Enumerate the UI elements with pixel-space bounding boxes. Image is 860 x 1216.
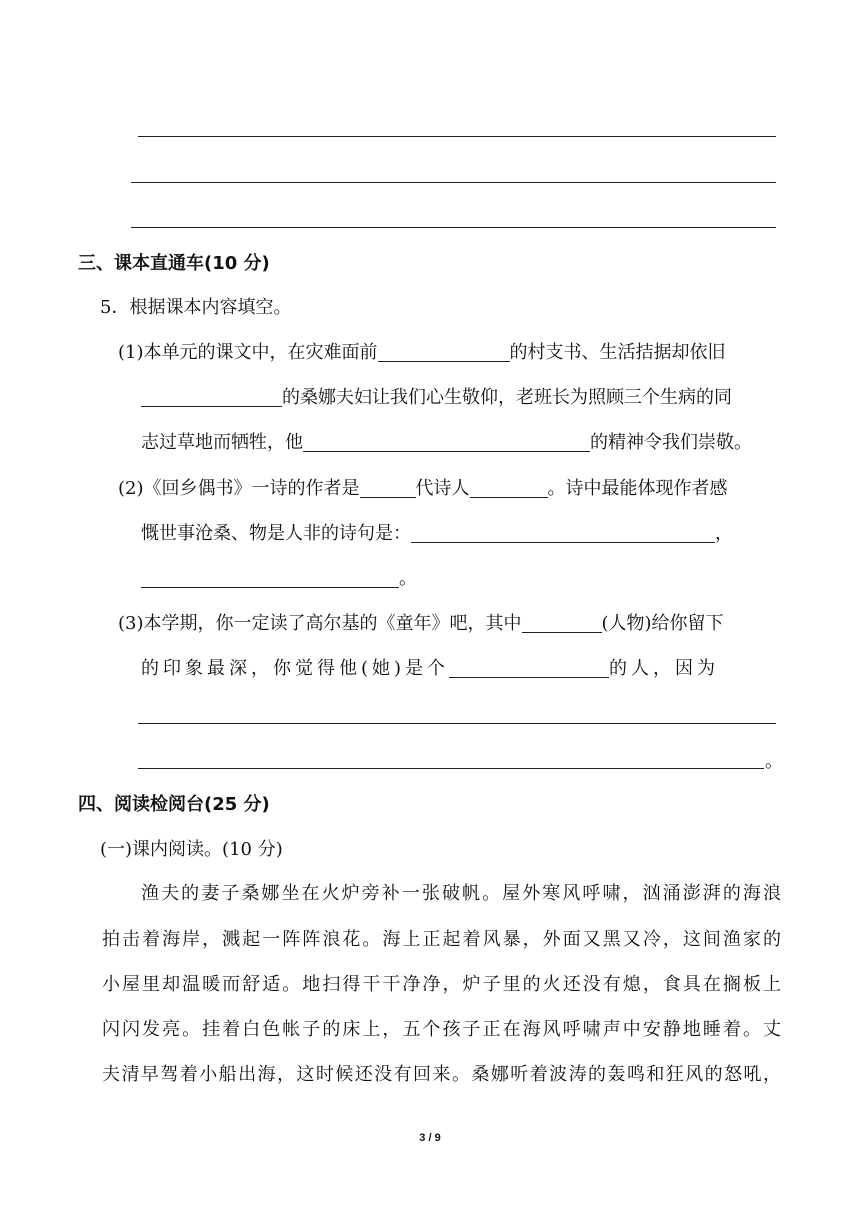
- question-line: [118, 341, 726, 365]
- passage-line: 夫清早驾着小船出海，这时候还没有回来。桑娜听着波涛的轰鸣和狂风的怒吼，: [102, 1064, 781, 1085]
- question-line: [118, 612, 724, 636]
- subsection-title: (一)课内阅读。(10 分): [100, 839, 283, 860]
- passage-line: 小屋里却温暖而舒适。地扫得干干净净，炉子里的火还没有熄，食具在搁板上: [102, 974, 781, 995]
- question-text: (人物)给你留下: [601, 613, 724, 634]
- section-title: 三、课本直通车(10 分): [78, 253, 270, 274]
- answer-line[interactable]: [138, 768, 764, 769]
- question-text: 。诗中最能体现作者感: [547, 478, 728, 499]
- passage-line: 渔夫的妻子桑娜坐在火炉旁补一张破帆。屋外寒风呼啸，汹涌澎湃的海浪: [141, 883, 781, 904]
- fill-blank[interactable]: [449, 657, 609, 678]
- question-text: 慨世事沧桑、物是人非的诗句是：: [141, 523, 411, 544]
- question-text: (2)《回乡偶书》一诗的作者是: [118, 478, 360, 499]
- question-text: 的印象最深，你觉得他(她)是个: [141, 658, 450, 679]
- fill-blank[interactable]: [303, 431, 590, 452]
- question-line: [141, 386, 732, 410]
- question-line: [141, 522, 733, 546]
- question-text: (3)本学期，你一定读了高尔基的《童年》吧，其中: [118, 613, 522, 634]
- question-line: [141, 567, 417, 591]
- question-text: 的村支书、生活拮据却依旧: [509, 342, 726, 363]
- fill-blank[interactable]: [411, 522, 715, 543]
- answer-line[interactable]: [138, 136, 776, 137]
- answer-line[interactable]: [138, 723, 776, 724]
- question-line: [118, 477, 728, 501]
- question-text: 志过草地而牺牲，他: [141, 432, 303, 453]
- question-text: 。: [399, 568, 417, 589]
- question-line: [141, 657, 719, 681]
- question-text: 的人，因为: [609, 658, 720, 679]
- answer-line[interactable]: [131, 227, 776, 228]
- question-text: 的精神令我们崇敬。: [590, 432, 752, 453]
- passage-line: 闪闪发亮。挂着白色帐子的床上，五个孩子正在海风呼啸声中安静地睡着。丈: [102, 1019, 781, 1040]
- question-text: 的桑娜夫妇让我们心生敬仰，老班长为照顾三个生病的同: [282, 387, 732, 408]
- answer-line[interactable]: [131, 182, 776, 183]
- fill-blank[interactable]: [360, 477, 416, 498]
- question-text: 。: [765, 751, 783, 772]
- question-line: [141, 431, 752, 455]
- fill-blank[interactable]: [141, 567, 399, 588]
- fill-blank[interactable]: [522, 612, 602, 633]
- passage-line: 拍击着海岸，溅起一阵阵浪花。海上正起着风暴，外面又黑又冷，这间渔家的: [102, 929, 781, 950]
- fill-blank[interactable]: [470, 477, 548, 498]
- question-prompt: 5．根据课本内容填空。: [100, 297, 292, 318]
- question-text: ，: [715, 523, 733, 544]
- fill-blank[interactable]: [378, 341, 510, 362]
- page-number: 3 / 9: [419, 1132, 441, 1144]
- question-text: 代诗人: [415, 478, 470, 499]
- question-text: (1)本单元的课文中，在灾难面前: [118, 342, 378, 363]
- fill-blank[interactable]: [141, 386, 282, 407]
- section-title: 四、阅读检阅台(25 分): [78, 794, 270, 815]
